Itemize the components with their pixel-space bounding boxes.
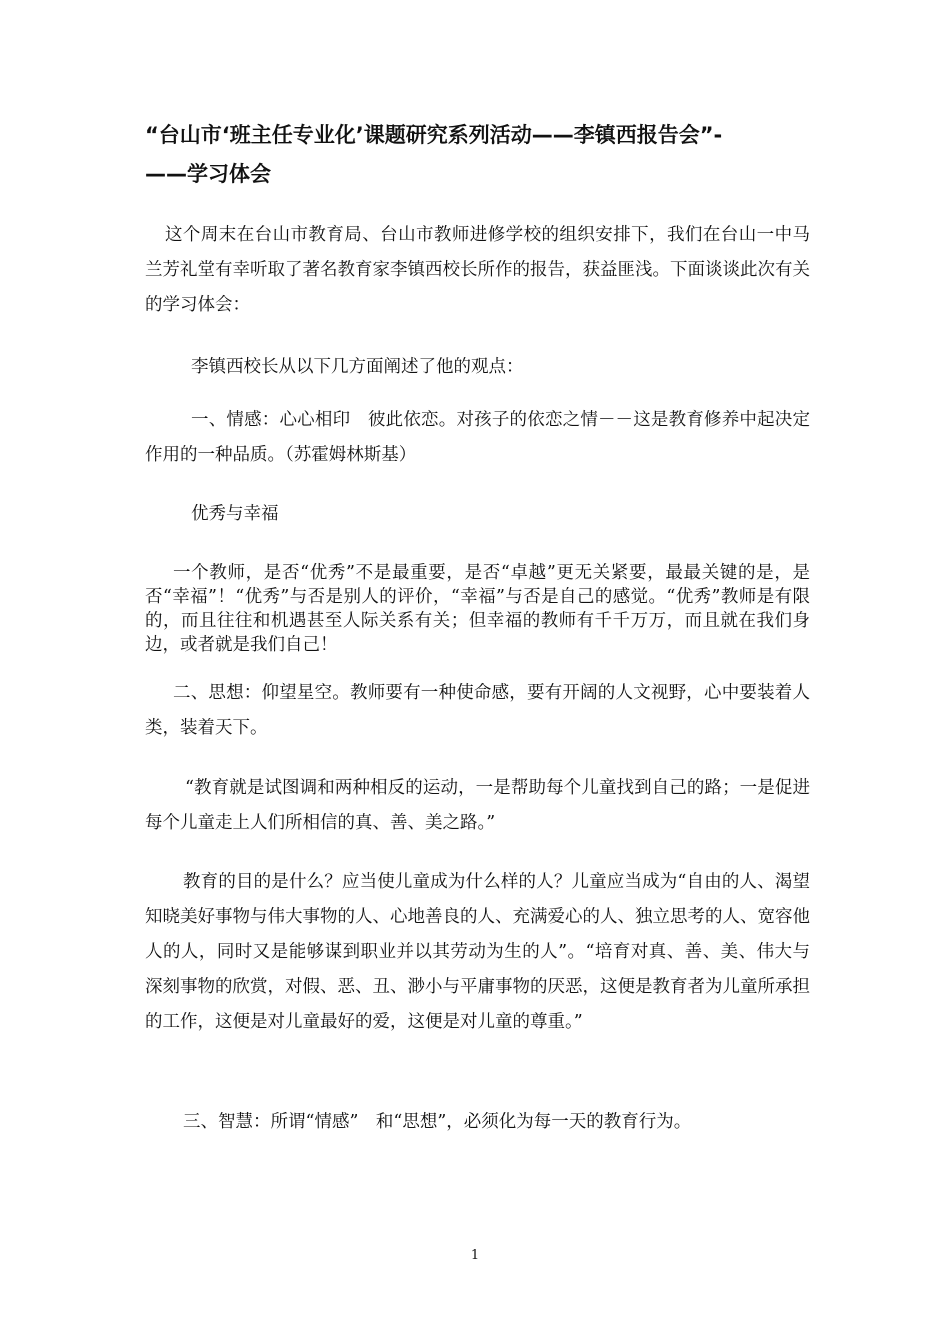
paragraph-thought: 二、思想：仰望星空。教师要有一种使命感，要有开阔的人文视野，心中要装着人类，装着天下。 — [145, 683, 810, 738]
title-line-1: “台山市‘班主任专业化’课题研究系列活动——李镇西报告会”- — [145, 123, 723, 147]
paragraph-happiness: 一个教师，是否“优秀”不是最重要，是否“卓越”更无关紧要，最最关键的是，是否“幸福”！“优秀”与否是别人的评价，“幸福”与否是自己的感觉。“优秀”教师是有限的，而且往往和机遇甚至人际关系有关；但幸福的教师有千千万万，而且就在我们身边，或者就是我们自己！ — [145, 563, 810, 655]
paragraph-wisdom: 三、智慧：所谓“情感” 和“思想”，必须化为每一天的教育行为。 — [183, 1112, 692, 1132]
document-title — [145, 116, 810, 194]
page-number: 1 — [470, 1248, 480, 1263]
paragraph-emotion: 一、情感：心心相印 彼此依恋。对孩子的依恋之情－－这是教育修养中起决定作用的一种品质。（苏霍姆林斯基） — [145, 410, 810, 465]
paragraph-subheading: 优秀与幸福 — [191, 504, 279, 524]
paragraph-education-goal: 教育的目的是什么？应当使儿童成为什么样的人？儿童应当成为“自由的人、渴望知晓美好事物与伟大事物的人、心地善良的人、充满爱心的人、独立思考的人、宽容他人的人，同时又是能够谋到职业并以其劳动为生的人”。“培育对真、善、美、伟大与深刻事物的欣赏，对假、恶、丑、渺小与平庸事物的厌恶，这便是教育者为儿童所承担的工作，这便是对儿童最好的爱，这便是对儿童的尊重。” — [145, 872, 810, 1032]
paragraph-quote: “教育就是试图调和两种相反的运动，一是帮助每个儿童找到自己的路；一是促进每个儿童走上人们所相信的真、善、美之路。” — [145, 778, 810, 833]
paragraph-intro: 这个周末在台山市教育局、台山市教师进修学校的组织安排下，我们在台山一中马兰芳礼堂有幸听取了著名教育家李镇西校长所作的报告，获益匪浅。下面谈谈此次有关的学习体会： — [145, 225, 810, 315]
paragraph-viewpoints: 李镇西校长从以下几方面阐述了他的观点： — [191, 357, 524, 377]
title-line-2: ——学习体会 — [145, 162, 271, 186]
